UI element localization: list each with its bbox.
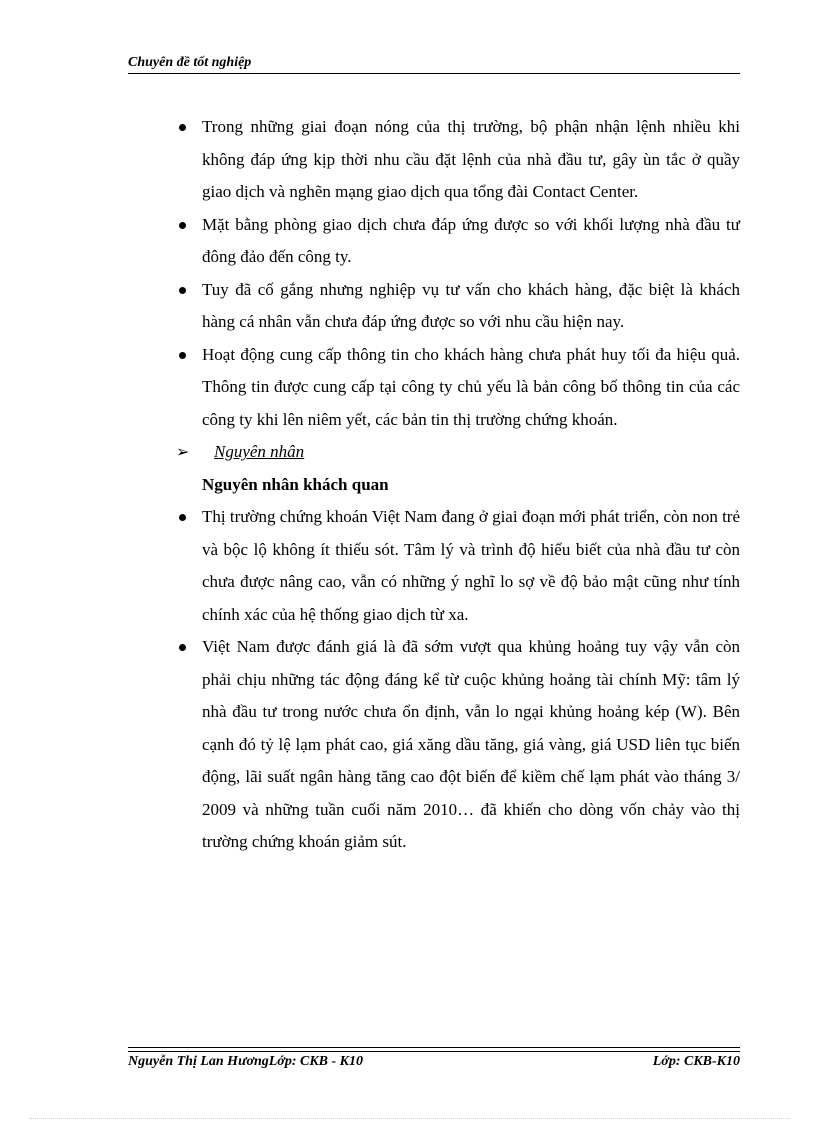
page-edge-divider <box>30 1118 790 1119</box>
bullet-text: Mặt bằng phòng giao dịch chưa đáp ứng được so với khối lượng nhà đầu tư đông đảo đến công ty. <box>202 214 740 266</box>
bullet-icon <box>179 287 186 294</box>
list-item <box>128 631 740 859</box>
bullet-text: Hoạt động cung cấp thông tin cho khách hàng chưa phát huy tối đa hiệu quả. Thông tin được cung cấp tại công ty chủ yếu là bản công bố thông tin của các công ty khi lên niêm yết, các bản tin thị trường chứng khoán. <box>202 344 740 429</box>
header-title: Chuyên đề tốt nghiệp <box>128 55 252 70</box>
subheading: Nguyên nhân khách quan <box>202 474 389 494</box>
cause-heading <box>128 436 740 469</box>
list-item <box>128 501 740 631</box>
footer-author: Nguyễn Thị Lan HươngLớp: CKB - K10 <box>128 1054 363 1069</box>
cause-label: Nguyên nhân <box>214 442 305 461</box>
list-item <box>128 209 740 274</box>
bullet-icon <box>179 222 186 229</box>
page-footer <box>128 1054 740 1070</box>
list-item <box>128 339 740 437</box>
footer-divider <box>128 1047 740 1052</box>
bullet-icon <box>179 352 186 359</box>
footer-class: Lớp: CKB-K10 <box>652 1054 740 1069</box>
bullet-icon <box>179 124 186 131</box>
bullet-icon <box>179 514 186 521</box>
page-header <box>128 55 740 74</box>
bullet-text: Trong những giai đoạn nóng của thị trường, bộ phận nhận lệnh nhiều khi không đáp ứng kịp thời nhu cầu đặt lệnh của nhà đầu tư, gây ùn tắc ở quầy giao dịch và nghẽn mạng giao dịch qua tổng đài Contact Center. <box>202 117 740 201</box>
list-item <box>128 274 740 339</box>
bullet-text: Việt Nam được đánh giá là đã sớm vượt qua khủng hoảng tuy vậy vẫn còn phải chịu những tác động đáng kể từ cuộc khủng hoảng tài chính Mỹ: tâm lý nhà đầu tư trong nước chưa ổn định, vẫn lo ngại khủng hoảng kép (W). Bên cạnh đó tỷ lệ lạm phát cao, giá xăng dầu tăng, giá vàng, giá USD liên tục biến động, lãi suất ngân hàng tăng cao đột biến để kiềm chế lạm phát vào tháng 3/ 2009 và những tuần cuối năm 2010… đã khiến cho dòng vốn chảy vào thị trường chứng khoán giảm sút. <box>202 637 740 851</box>
arrow-bullet-icon: ➢ <box>176 442 190 461</box>
bullet-icon <box>179 644 186 651</box>
bullet-text: Thị trường chứng khoán Việt Nam đang ở giai đoạn mới phát triển, còn non trẻ và bộc lộ không ít thiếu sót. Tâm lý và trình độ hiểu biết của nhà đầu tư còn chưa được nâng cao, vẫn có những ý nghĩ lo sợ về độ bảo mật cũng như tính chính xác của hệ thống giao dịch từ xa. <box>202 507 740 624</box>
list-item <box>128 111 740 209</box>
bullet-text: Tuy đã cố gắng nhưng nghiệp vụ tư vấn cho khách hàng, đặc biệt là khách hàng cá nhân vẫn chưa đáp ứng được so với nhu cầu hiện nay. <box>202 279 740 331</box>
page-content <box>128 111 740 859</box>
